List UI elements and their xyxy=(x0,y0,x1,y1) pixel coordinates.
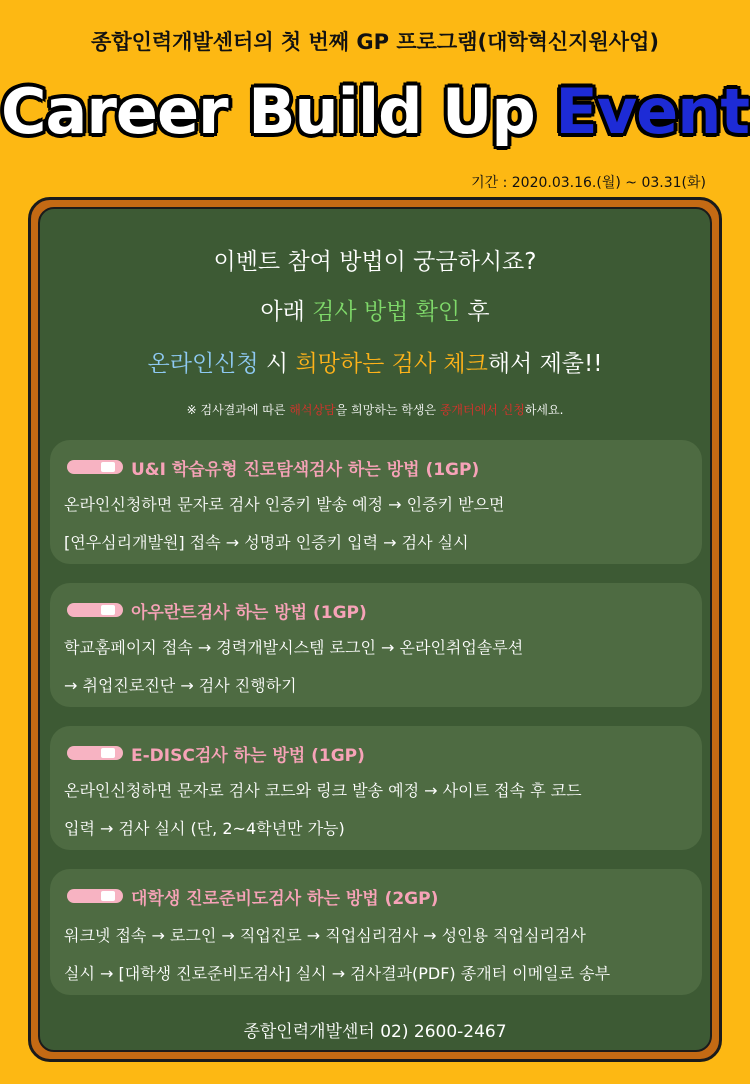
event-title xyxy=(0,72,750,152)
section-line: 입력 → 검사 실시 (단, 2~4학년만 가능) xyxy=(64,819,345,838)
intro-step2 xyxy=(40,345,710,378)
chalk-icon xyxy=(67,746,123,760)
intro-step2-mid: 시 xyxy=(258,351,296,377)
section-line: 실시 → [대학생 진로준비도검사] 실시 → 검사결과(PDF) 종개터 이메일로 송부 xyxy=(64,964,611,983)
program-subtitle: 종합인력개발센터의 첫 번째 GP 프로그램(대학혁신지원사업) xyxy=(91,30,659,54)
section-heading xyxy=(67,740,365,766)
title-main: Career Build Up xyxy=(1,75,556,148)
contact-footer: 종합인력개발센터 02) 2600-2467 xyxy=(243,1022,507,1042)
section-line: 온라인신청하면 문자로 검사 인증키 발송 예정 → 인증키 받으면 xyxy=(64,495,505,514)
chalk-icon xyxy=(67,460,123,474)
intro-step2-highlight: 희망하는 검사 체크 xyxy=(295,351,488,377)
section-line: 온라인신청하면 문자로 검사 코드와 링크 발송 예정 → 사이트 접속 후 코드 xyxy=(64,781,582,800)
intro-question: 이벤트 참여 방법이 궁금하시죠? xyxy=(213,249,537,275)
section-panel-aurant xyxy=(50,583,702,707)
section-line: [연우심리개발원] 접속 → 성명과 인증키 입력 → 검사 실시 xyxy=(64,533,469,552)
section-heading-text: 아우란트검사 하는 방법 (1GP) xyxy=(131,602,367,623)
section-panel-edisc xyxy=(50,726,702,850)
intro-step1-before: 아래 xyxy=(260,299,313,325)
section-panel-uni xyxy=(50,440,702,564)
section-panel-readiness xyxy=(50,869,702,995)
section-heading xyxy=(67,883,438,909)
intro-step1-highlight: 검사 방법 확인 xyxy=(312,299,461,325)
chalk-icon xyxy=(67,603,123,617)
section-heading-text: E-DISC검사 하는 방법 (1GP) xyxy=(131,745,365,766)
section-line: 학교홈페이지 접속 → 경력개발시스템 로그인 → 온라인취업솔루션 xyxy=(64,638,524,657)
note-middle: 을 희망하는 학생은 xyxy=(335,403,440,417)
section-heading-text: U&I 학습유형 진로탐색검사 하는 방법 (1GP) xyxy=(131,459,480,480)
note-red2: 종개터에서 신청 xyxy=(439,403,525,417)
chalk-icon xyxy=(67,889,123,903)
note-after: 하세요. xyxy=(524,403,564,417)
event-period: 기간 : 2020.03.16.(월) ~ 03.31(화) xyxy=(471,175,706,191)
section-heading xyxy=(67,597,367,623)
intro-note xyxy=(40,401,710,418)
intro-step1-after: 후 xyxy=(460,299,490,325)
title-accent: Event xyxy=(555,75,749,148)
section-line: → 취업진로진단 → 검사 진행하기 xyxy=(64,676,297,695)
note-red1: 해석상담 xyxy=(289,403,336,417)
section-line: 워크넷 접속 → 로그인 → 직업진로 → 직업심리검사 → 성인용 직업심리검사 xyxy=(64,926,586,945)
intro-step2-online: 온라인신청 xyxy=(147,351,259,377)
chalkboard xyxy=(38,207,712,1052)
section-heading-text: 대학생 진로준비도검사 하는 방법 (2GP) xyxy=(131,888,439,909)
intro-step1 xyxy=(40,293,710,326)
note-before: ※ 검사결과에 따른 xyxy=(186,403,290,417)
section-heading xyxy=(67,454,479,480)
intro-step2-after: 해서 제출!! xyxy=(487,351,603,377)
